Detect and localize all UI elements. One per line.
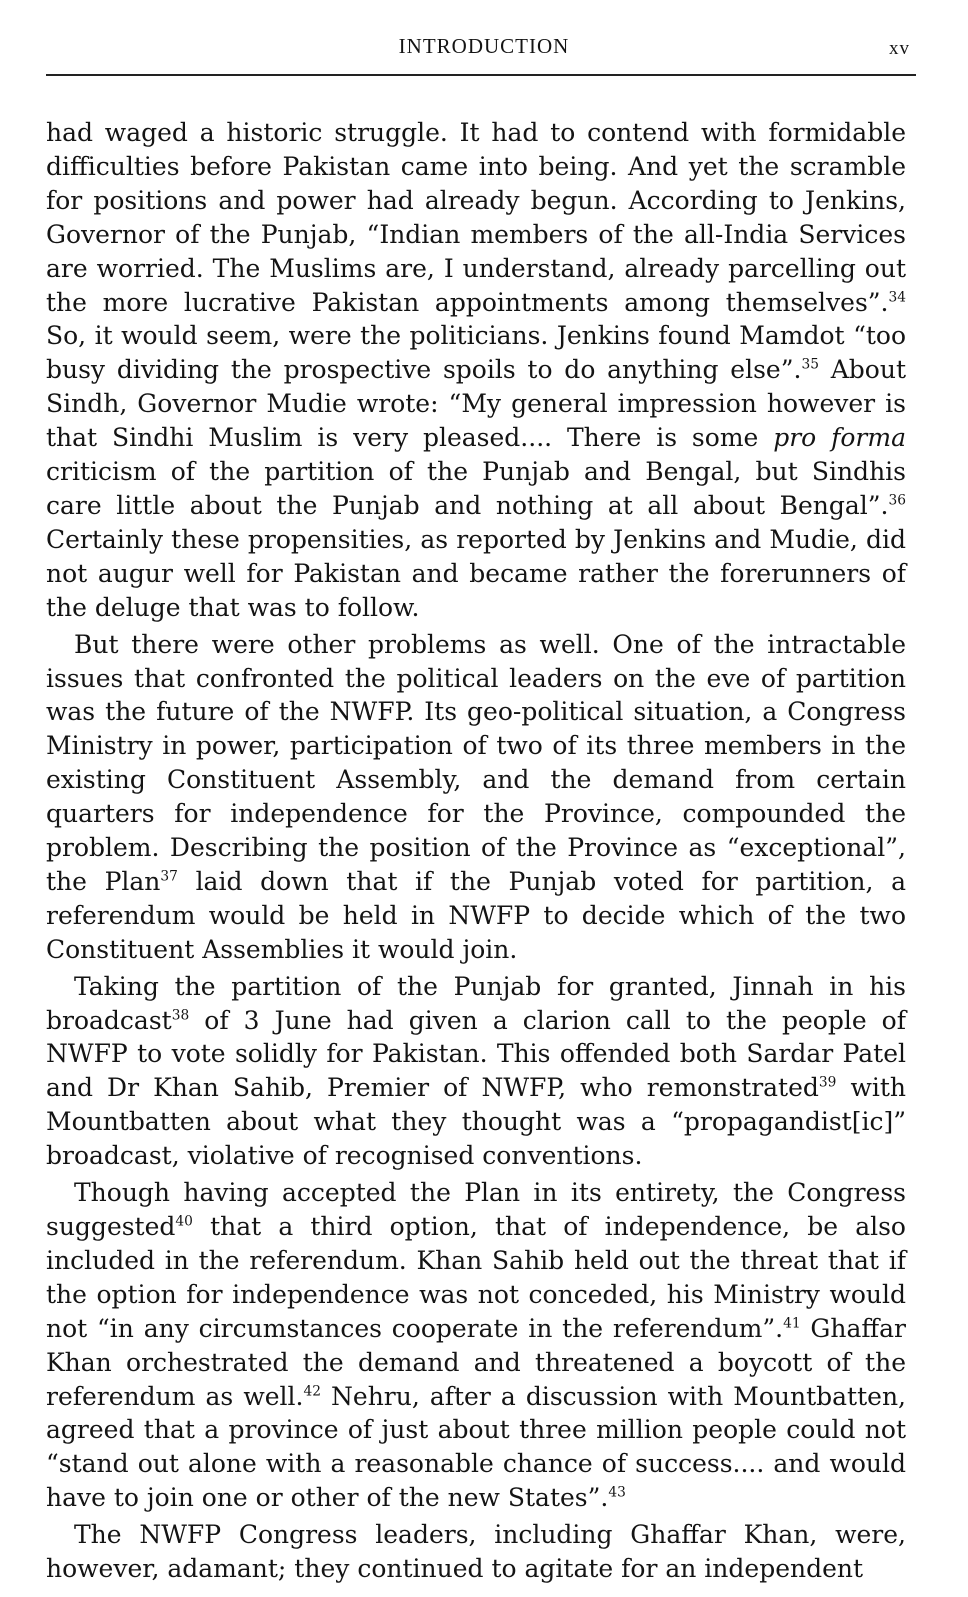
footnote-marker: 42 [303, 1383, 321, 1400]
paragraph-4 [46, 1176, 906, 1515]
paragraph-5 [46, 1518, 906, 1586]
footnote-marker: 40 [175, 1213, 193, 1230]
body-text [46, 116, 906, 1586]
italic-phrase: pro forma [773, 423, 906, 453]
footnote-marker: 43 [608, 1484, 626, 1501]
paragraph-1 [46, 116, 906, 625]
footnote-marker: 36 [888, 492, 906, 509]
text-run: that a third option, that of independence, be also included in the referendum. Khan Sahib held out the threat that if the option for independence was not conceded, his Ministry would not “in any circumstances cooperate in the referendum”. [46, 1212, 906, 1343]
running-head: INTRODUCTION [398, 34, 570, 58]
paragraph-2 [46, 628, 906, 967]
text-run: laid down that if the Punjab voted for partition, a referendum would be held in NWFP to decide which of the two Constituent Assemblies it would join. [46, 866, 906, 964]
text-run: Nehru, after a discussion with Mountbatten, agreed that a province of just about three million people could not “stand out alone with a reasonable chance of success.... and would have to join one or other of the new States”. [46, 1381, 906, 1513]
paragraph-3 [46, 970, 906, 1173]
text-run: Ghaffar Khan orchestrated the demand and threatened a boycott of the referendum as well. [46, 1313, 906, 1411]
text-run: criticism of the partition of the Punjab and Bengal, but Sindhis care little about the Punjab and nothing at all about Bengal”. [46, 457, 906, 520]
text-run: had waged a historic struggle. It had to contend with formidable difficulties before Pakistan came into being. And yet the scramble for positions and power had already begun. According to Jenkins, Governor of the Punjab, “Indian members of the all-India Services are worried. The Muslims are, I understand, already parcelling out the more lucrative Pakistan appointments among themselves”. [46, 118, 906, 317]
text-run: The NWFP Congress leaders, including Ghaffar Khan, were, however, adamant; they continued to agitate for an independent [46, 1520, 906, 1584]
text-run: Certainly these propensities, as reported by Jenkins and Mudie, did not augur well for Pakistan and became rather the forerunners of the deluge that was to follow. [46, 524, 906, 622]
footnote-marker: 34 [888, 289, 906, 306]
footnote-marker: 35 [801, 357, 819, 374]
text-run: But there were other problems as well. One of the intractable issues that confronted the political leaders on the eve of partition was the future of the NWFP. Its geo-political situation, a Congress Ministry in power, participation of two of its three members in the existing Constituent Assembly, and the demand from certain quarters for independence for the Province, compounded the problem. Describing the position of the Province as “exceptional”, the Plan [46, 629, 906, 896]
footnote-marker: 38 [171, 1007, 190, 1024]
text-run: with Mountbatten about what they thought was a “propagandist[ic]” broadcast, violative of recognised conventions. [46, 1073, 906, 1171]
text-run: of 3 June had given a clarion call to the people of NWFP to vote solidly for Pakistan. This offended both Sardar Patel and Dr Khan Sahib, Premier of NWFP, who remonstrated [46, 1005, 906, 1103]
text-run: Taking the partition of the Punjab for granted, Jinnah in his broadcast [46, 971, 906, 1035]
text-run: Though having accepted the Plan in its entirety, the Congress suggested [46, 1178, 906, 1241]
footnote-marker: 39 [818, 1075, 837, 1092]
page-number: xv [889, 38, 910, 59]
header-rule [46, 74, 916, 76]
text-run: So, it would seem, were the politicians. Jenkins found Mamdot “too busy dividing the prospective spoils to do anything else”. [46, 321, 906, 385]
text-run: About Sindh, Governor Mudie wrote: “My general impression however is that Sindhi Muslim is very pleased.... There is some [46, 355, 906, 453]
footnote-marker: 41 [783, 1315, 801, 1332]
footnote-marker: 37 [160, 868, 178, 885]
